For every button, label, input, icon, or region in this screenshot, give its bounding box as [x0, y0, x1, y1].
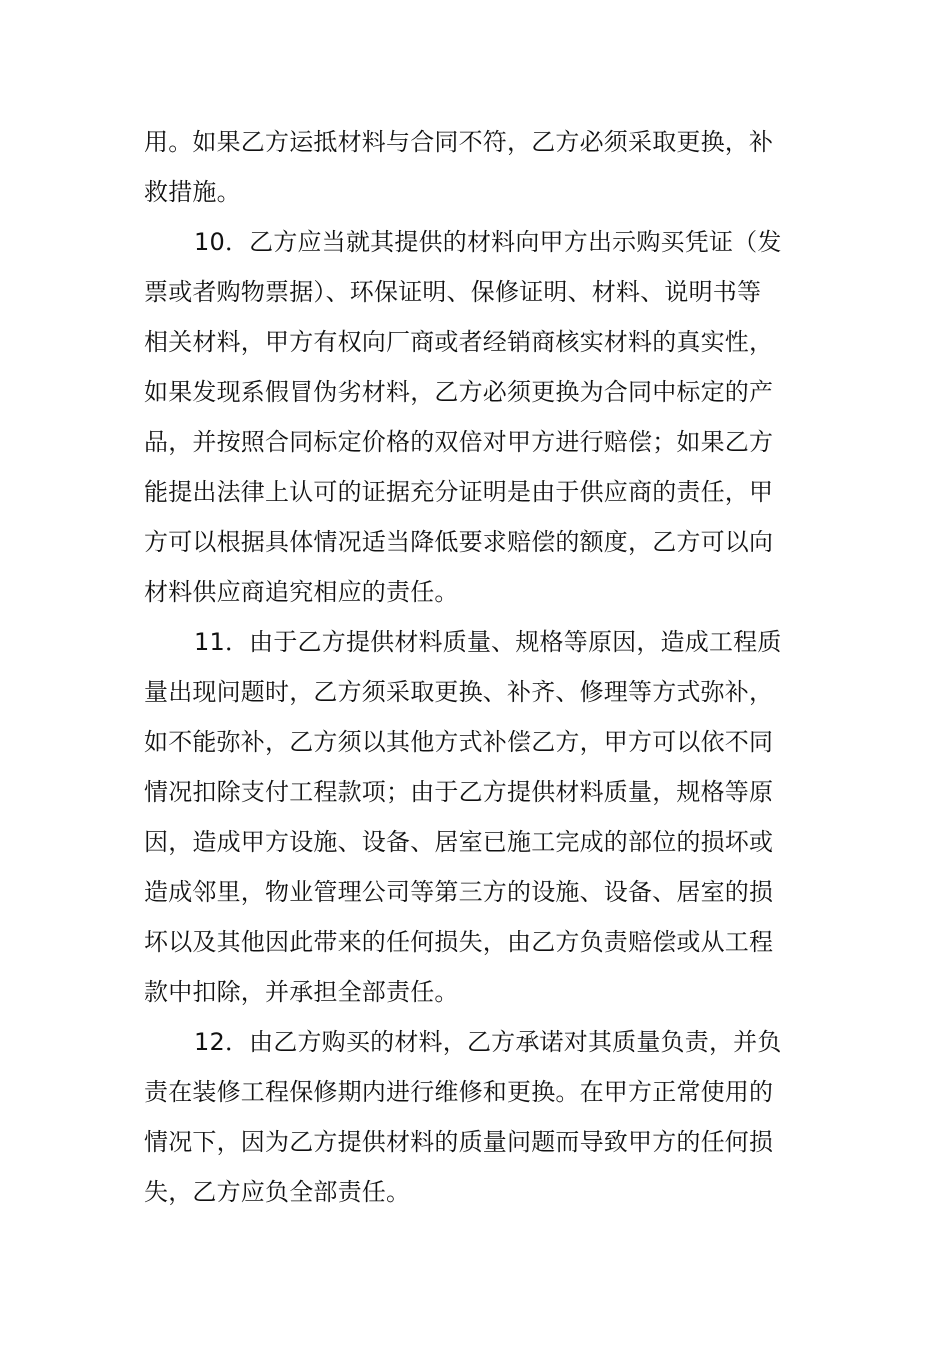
text-line: 造成邻里，物业管理公司等第三方的设施、设备、居室的损 [144, 878, 774, 906]
clause-10-start: 10．乙方应当就其提供的材料向甲方出示购买凭证（发 [194, 228, 782, 256]
text-line: 用。如果乙方运抵材料与合同不符，乙方必须采取更换，补 [144, 128, 774, 156]
text-line: 情况下，因为乙方提供材料的质量问题而导致甲方的任何损 [144, 1128, 774, 1156]
text-line: 品，并按照合同标定价格的双倍对甲方进行赔偿；如果乙方 [144, 428, 774, 456]
clause-11-start: 11．由于乙方提供材料质量、规格等原因，造成工程质 [194, 628, 782, 656]
text-line: 如不能弥补，乙方须以其他方式补偿乙方，甲方可以依不同 [144, 728, 774, 756]
text-line: 方可以根据具体情况适当降低要求赔偿的额度，乙方可以向 [144, 528, 774, 556]
text-line: 能提出法律上认可的证据充分证明是由于供应商的责任，甲 [144, 478, 774, 506]
text-line: 款中扣除，并承担全部责任。 [144, 978, 459, 1006]
text-line: 材料供应商追究相应的责任。 [144, 578, 459, 606]
text-line: 票或者购物票据）、环保证明、保修证明、材料、说明书等 [144, 278, 762, 306]
text-line: 失，乙方应负全部责任。 [144, 1178, 411, 1206]
text-line: 情况扣除支付工程款项；由于乙方提供材料质量，规格等原 [144, 778, 774, 806]
text-line: 相关材料，甲方有权向厂商或者经销商核实材料的真实性， [144, 328, 774, 356]
text-line: 救措施。 [144, 178, 241, 206]
contract-text [144, 117, 782, 1217]
text-line: 如果发现系假冒伪劣材料，乙方必须更换为合同中标定的产 [144, 378, 774, 406]
text-line: 因，造成甲方设施、设备、居室已施工完成的部位的损坏或 [144, 828, 774, 856]
text-line: 责在装修工程保修期内进行维修和更换。在甲方正常使用的 [144, 1078, 774, 1106]
text-line: 坏以及其他因此带来的任何损失，由乙方负责赔偿或从工程 [144, 928, 774, 956]
text-line: 量出现问题时，乙方须采取更换、补齐、修理等方式弥补， [144, 678, 774, 706]
clause-12-start: 12．由乙方购买的材料，乙方承诺对其质量负责，并负 [194, 1028, 782, 1056]
